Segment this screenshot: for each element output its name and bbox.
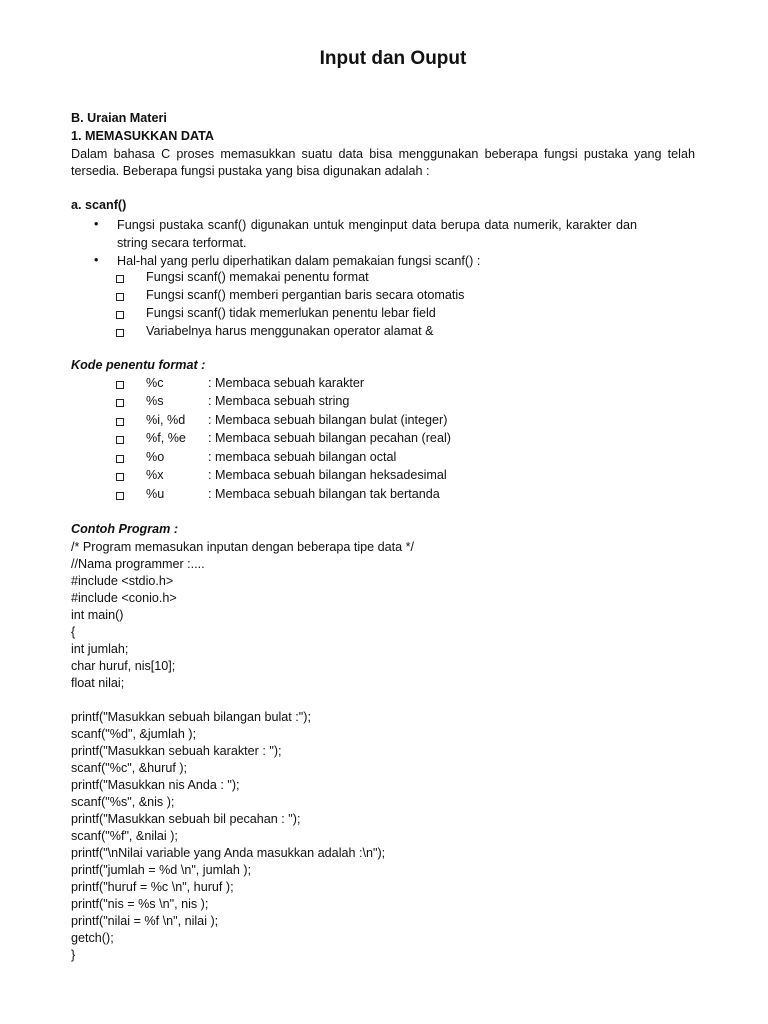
code-line: printf("huruf = %c \n", huruf ); [71, 880, 234, 894]
format-desc: : Membaca sebuah bilangan bulat (integer) [208, 413, 448, 427]
code-line: char huruf, nis[10]; [71, 659, 176, 673]
bullet-item: Fungsi pustaka scanf() digunakan untuk menginput data berupa data numerik, karakter dan string secara terformat. [117, 218, 637, 250]
code-line: printf("jumlah = %d \n", jumlah ); [71, 863, 252, 877]
code-line: scanf("%s", &nis ); [71, 795, 175, 809]
code-line: printf("Masukkan nis Anda : "); [71, 778, 240, 792]
code-line: } [71, 948, 76, 962]
format-desc: : Membaca sebuah karakter [208, 376, 365, 390]
checkbox-square-icon [116, 293, 124, 301]
checkbox-square-icon [116, 311, 124, 319]
format-code: %f, %e [146, 431, 186, 445]
format-desc: : Membaca sebuah bilangan tak bertanda [208, 487, 440, 501]
checkbox-square-icon [116, 275, 124, 283]
format-desc: : membaca sebuah bilangan octal [208, 450, 397, 464]
note-item: Fungsi scanf() memakai penentu format [146, 270, 369, 284]
page-title: Input dan Ouput [319, 48, 467, 69]
code-line: #include <conio.h> [71, 591, 177, 605]
code-line: int main() [71, 608, 124, 622]
bullet-icon: • [94, 253, 99, 267]
code-line: printf("nis = %s \n", nis ); [71, 897, 209, 911]
note-item: Fungsi scanf() memberi pergantian baris secara otomatis [146, 288, 465, 302]
code-line: printf("Masukkan sebuah karakter : "); [71, 744, 282, 758]
intro-paragraph: Dalam bahasa C proses memasukkan suatu data bisa menggunakan beberapa fungsi pustaka yang telah tersedia. Beberapa fungsi pustaka yang bisa digunakan adalah : [71, 147, 695, 178]
program-heading: Contoh Program : [71, 522, 179, 536]
code-line: scanf("%c", &huruf ); [71, 761, 188, 775]
note-item: Fungsi scanf() tidak memerlukan penentu lebar field [146, 306, 436, 320]
format-code: %i, %d [146, 413, 186, 427]
format-code: %o [146, 450, 165, 464]
code-line: printf("nilai = %f \n", nilai ); [71, 914, 219, 928]
checkbox-square-icon [116, 418, 124, 426]
format-code: %x [146, 468, 164, 482]
code-line: #include <stdio.h> [71, 574, 174, 588]
checkbox-square-icon [116, 329, 124, 337]
format-code: %c [146, 376, 164, 390]
code-line: scanf("%d", &jumlah ); [71, 727, 197, 741]
checkbox-square-icon [116, 399, 124, 407]
code-line: printf("\nNilai variable yang Anda masukkan adalah :\n"); [71, 846, 386, 860]
checkbox-square-icon [116, 473, 124, 481]
code-line: printf("Masukkan sebuah bil pecahan : "); [71, 812, 301, 826]
checkbox-square-icon [116, 436, 124, 444]
format-desc: : Membaca sebuah bilangan pecahan (real) [208, 431, 451, 445]
code-line: float nilai; [71, 676, 125, 690]
code-line: printf("Masukkan sebuah bilangan bulat :"); [71, 710, 311, 724]
scanf-heading: a. scanf() [71, 198, 127, 212]
format-code: %u [146, 487, 165, 501]
format-heading: Kode penentu format : [71, 358, 206, 372]
bullet-item: Hal-hal yang perlu diperhatikan dalam pemakaian fungsi scanf() : [117, 254, 481, 268]
code-line: scanf("%f", &nilai ); [71, 829, 178, 843]
note-item: Variabelnya harus menggunakan operator alamat & [146, 324, 434, 338]
code-line: getch(); [71, 931, 114, 945]
checkbox-square-icon [116, 381, 124, 389]
code-line: { [71, 625, 76, 639]
checkbox-square-icon [116, 492, 124, 500]
format-code: %s [146, 394, 164, 408]
format-desc: : Membaca sebuah bilangan heksadesimal [208, 468, 447, 482]
code-line: int jumlah; [71, 642, 129, 656]
checkbox-square-icon [116, 455, 124, 463]
format-desc: : Membaca sebuah string [208, 394, 350, 408]
bullet-icon: • [94, 217, 99, 231]
code-line: /* Program memasukan inputan dengan beberapa tipe data */ [71, 540, 415, 554]
code-line: //Nama programmer :.... [71, 557, 205, 571]
subsection-heading: 1. MEMASUKKAN DATA [71, 129, 214, 143]
section-heading: B. Uraian Materi [71, 111, 167, 125]
